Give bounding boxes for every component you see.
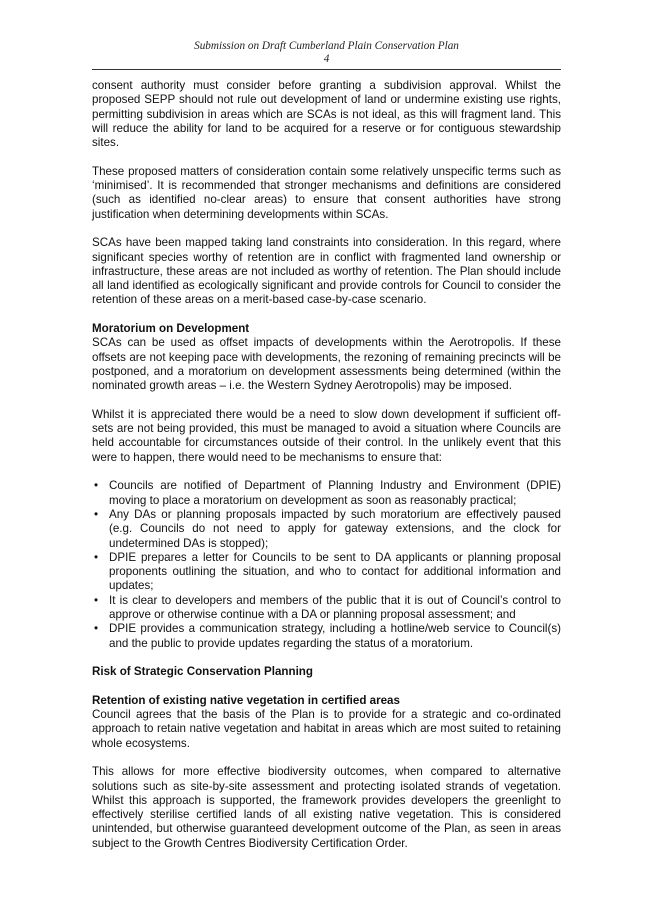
bullet-item: • It is clear to developers and members of the public that it is out of Council’s control to approve or otherwise continue with a DA or planning proposal assessment; and [92,594,561,623]
paragraph: These proposed matters of consideration contain some relatively unspecific terms such as ‘minimised’. It is recommended that stronger mechanisms and definitions are considered (such as identified no-clear areas) to ensure that consent authorities have strong justification when determining developments within SCAs. [92,164,561,221]
bullet-item: • Councils are notified of Department of Planning Industry and Environment (DPIE) moving to place a moratorium on development as soon as reasonably practical; [92,479,561,508]
paragraph: Whilst it is appreciated there would be a need to slow down development if sufficient off-sets are not being provided, this must be managed to avoid a situation where Councils are held accountable for circumstances outside of their control. In the unlikely event that this were to happen, there would need to be mechanisms to ensure that: [92,407,561,464]
bullet-item: • DPIE provides a communication strategy, including a hotline/web service to Council(s) and the public to provide updates regarding the status of a moratorium. [92,622,561,651]
header-title: Submission on Draft Cumberland Plain Conservation Plan [194,40,459,52]
bullet-item: • DPIE prepares a letter for Councils to be sent to DA applicants or planning proposal proponents outlining the situation, and who to contact for additional information and updates; [92,551,561,594]
paragraph: consent authority must consider before granting a subdivision approval. Whilst the proposed SEPP should not rule out development of land or undermine existing use rights, permitting subdivision in areas which are SCAs is not ideal, as this will fragment land. This will reduce the ability for land to be acquired for a reserve or for contiguous stewardship sites. [92,79,561,150]
page-header [92,40,561,66]
document-body [92,79,561,865]
section-heading-retention: Retention of existing native vegetation in certified areas [92,693,400,707]
paragraph: SCAs have been mapped taking land constraints into consideration. In this regard, where significant species worthy of retention are in conflict with fragmented land ownership or infrastructure, these areas are not included as worthy of retention. The Plan should include all land identified as ecologically significant and provide controls for Council to consider the retention of these areas on a merit-based case-by-case scenario. [92,236,561,307]
bullet-list [92,479,561,651]
paragraph: Council agrees that the basis of the Plan is to provide for a strategic and co-ordinated approach to retain native vegetation and habitat in areas which are most suited to retaining whole ecosystems. [92,708,561,750]
section-heading-risk: Risk of Strategic Conservation Planning [92,665,313,679]
page-number: 4 [323,53,330,65]
paragraph: This allows for more effective biodiversity outcomes, when compared to alternative solutions such as site-by-site assessment and protecting isolated strands of vegetation. Whilst this approach is supported, the framework provides developers the greenlight to effectively sterilise certified lands of all existing native vegetation. This is considered unintended, but otherwise guaranteed development outcome of the Plan, as seen in areas subject to the Growth Centres Biodiversity Certification Order. [92,765,561,850]
paragraph: SCAs can be used as offset impacts of developments within the Aerotropolis. If these offsets are not keeping pace with developments, the rezoning of remaining precincts will be postponed, and a moratorium on development assessments being determined (within the nominated growth areas – i.e. the Western Sydney Aerotropolis) may be imposed. [92,336,561,393]
header-rule [92,69,561,70]
section-heading-moratorium: Moratorium on Development [92,322,250,336]
bullet-item: • Any DAs or planning proposals impacted by such moratorium are effectively paused (e.g. Councils do not need to apply for gateway extensions, and the clock for undetermined DAs is stopped); [92,508,561,551]
